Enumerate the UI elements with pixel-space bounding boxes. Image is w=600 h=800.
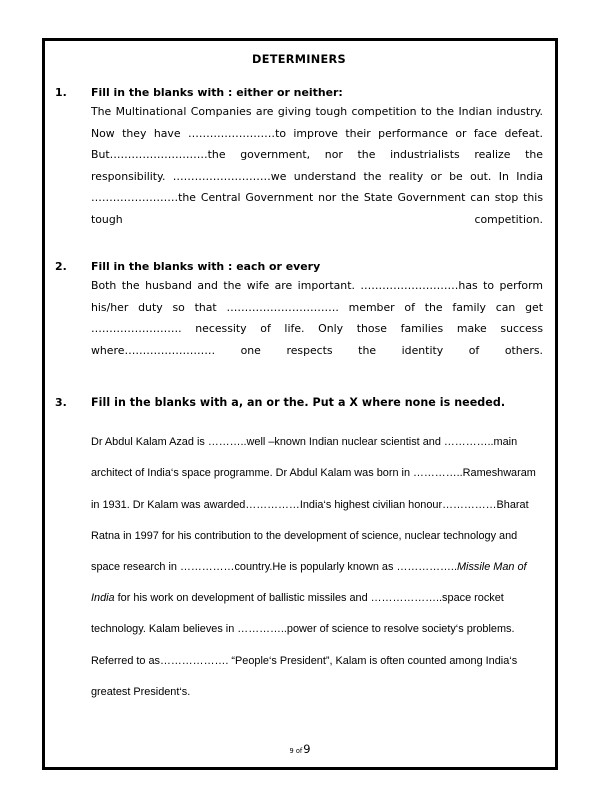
question-heading-2: Fill in the blanks with : each or every bbox=[91, 260, 321, 274]
question-body-3-part-1: Dr Abdul Kalam Azad is ………..well –known Indian nuclear scientist and …………..main architect of India‘s space programme. Dr Abdul Kalam was born in …………..Rameshwaram in 1931. Dr Kalam was awarded……………India‘s highest civilian honour……………Bharat Ratna in 1997 for his contribution to the development of science, nuclear technology and space research in ……………country.He is popularly known as …………….. bbox=[91, 436, 536, 573]
footer-page-number: 9 bbox=[303, 742, 311, 756]
question-block-2 bbox=[54, 258, 544, 383]
question-body-2: Both the husband and the wife are important. ………………………has to perform his/her duty so that …………………………. member of the family can get ……………………. necessity of life. Only those families make success where……………………. one respects the identity of others. bbox=[91, 279, 543, 357]
page-content-area bbox=[45, 41, 555, 767]
footer-page-prefix: 9 of bbox=[289, 747, 303, 755]
question-body-3-italic-phrase: Missile Man of India bbox=[91, 560, 527, 605]
question-block-3 bbox=[54, 394, 544, 708]
question-heading-3: Fill in the blanks with a, an or the. Put a X where none is needed. bbox=[91, 396, 506, 410]
question-block-1 bbox=[54, 84, 544, 252]
question-heading-1: Fill in the blanks with : either or neither: bbox=[91, 86, 343, 99]
page-footer bbox=[45, 740, 555, 756]
question-number-3: 3. bbox=[55, 396, 67, 410]
question-number-2: 2. bbox=[55, 260, 67, 274]
document-page bbox=[42, 38, 558, 770]
question-body-3-part-2: for his work on development of ballistic missiles and ………………..space rocket technology. Kalam believes in …………..power of science to resolve society‘s problems. Referred to as………………. “People‘s President”, Kalam is often counted among India‘s greatest President‘s. bbox=[91, 592, 518, 698]
question-body-3 bbox=[91, 427, 544, 708]
question-number-1: 1. bbox=[55, 86, 67, 99]
question-body-1: The Multinational Companies are giving tough competition to the Indian industry. Now they have ……………………to improve their performance or face defeat. But………………………the government, nor the industrialists realize the responsibility. ………………………we understand the reality or be out. In India ……………………the Central Government nor the State Government can stop this tough competition. bbox=[91, 105, 543, 226]
page-title: DETERMINERS bbox=[252, 53, 346, 66]
